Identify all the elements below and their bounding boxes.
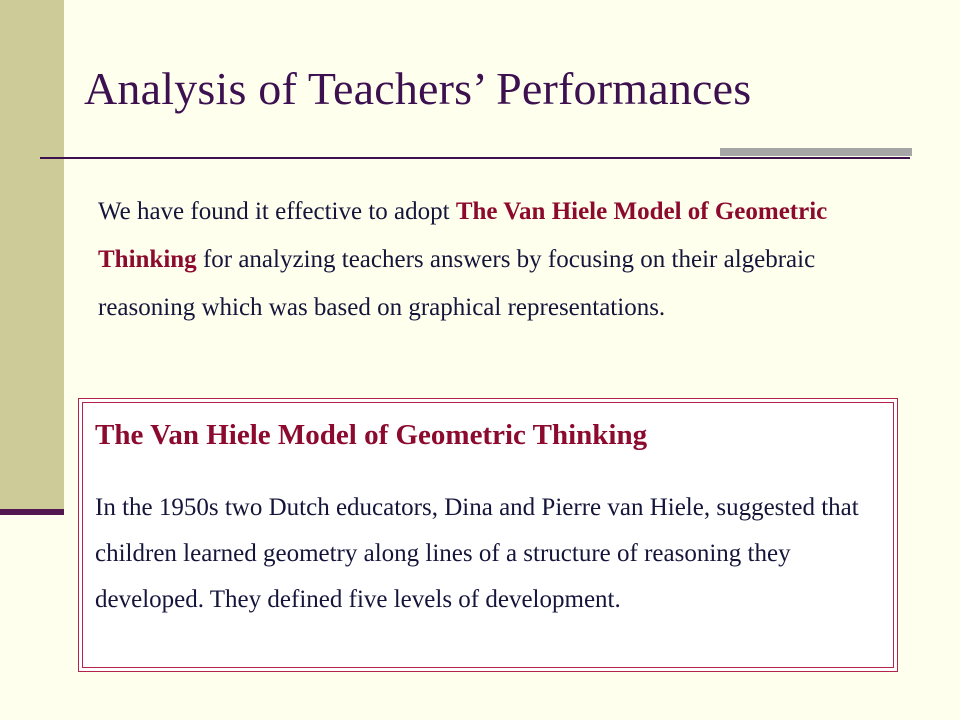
intro-highlight-model-name: The Van Hiele Model of Geometric Thinking — [98, 198, 828, 273]
callout-box — [78, 398, 898, 672]
intro-text-after: for analyzing teachers answers by focusing on their algebraic reasoning which was based on graphical representations. — [98, 246, 816, 321]
intro-paragraph — [98, 188, 898, 332]
callout-body-text: In the 1950s two Dutch educators, Dina and Pierre van Hiele, suggested that children learned geometry along lines of a structure of reasoning they developed. They defined five levels of development. — [95, 494, 859, 613]
slide-title: Analysis of Teachers’ Performances — [84, 63, 752, 114]
title-underline-rule — [40, 157, 910, 159]
callout-title: The Van Hiele Model of Geometric Thinking — [95, 419, 648, 451]
callout-inner-frame — [82, 402, 894, 668]
side-accent-tick — [0, 509, 64, 515]
intro-text-before: We have found it effective to adopt — [98, 198, 456, 225]
side-decorative-bar — [0, 0, 64, 510]
title-rule-accent-bar — [720, 148, 912, 156]
